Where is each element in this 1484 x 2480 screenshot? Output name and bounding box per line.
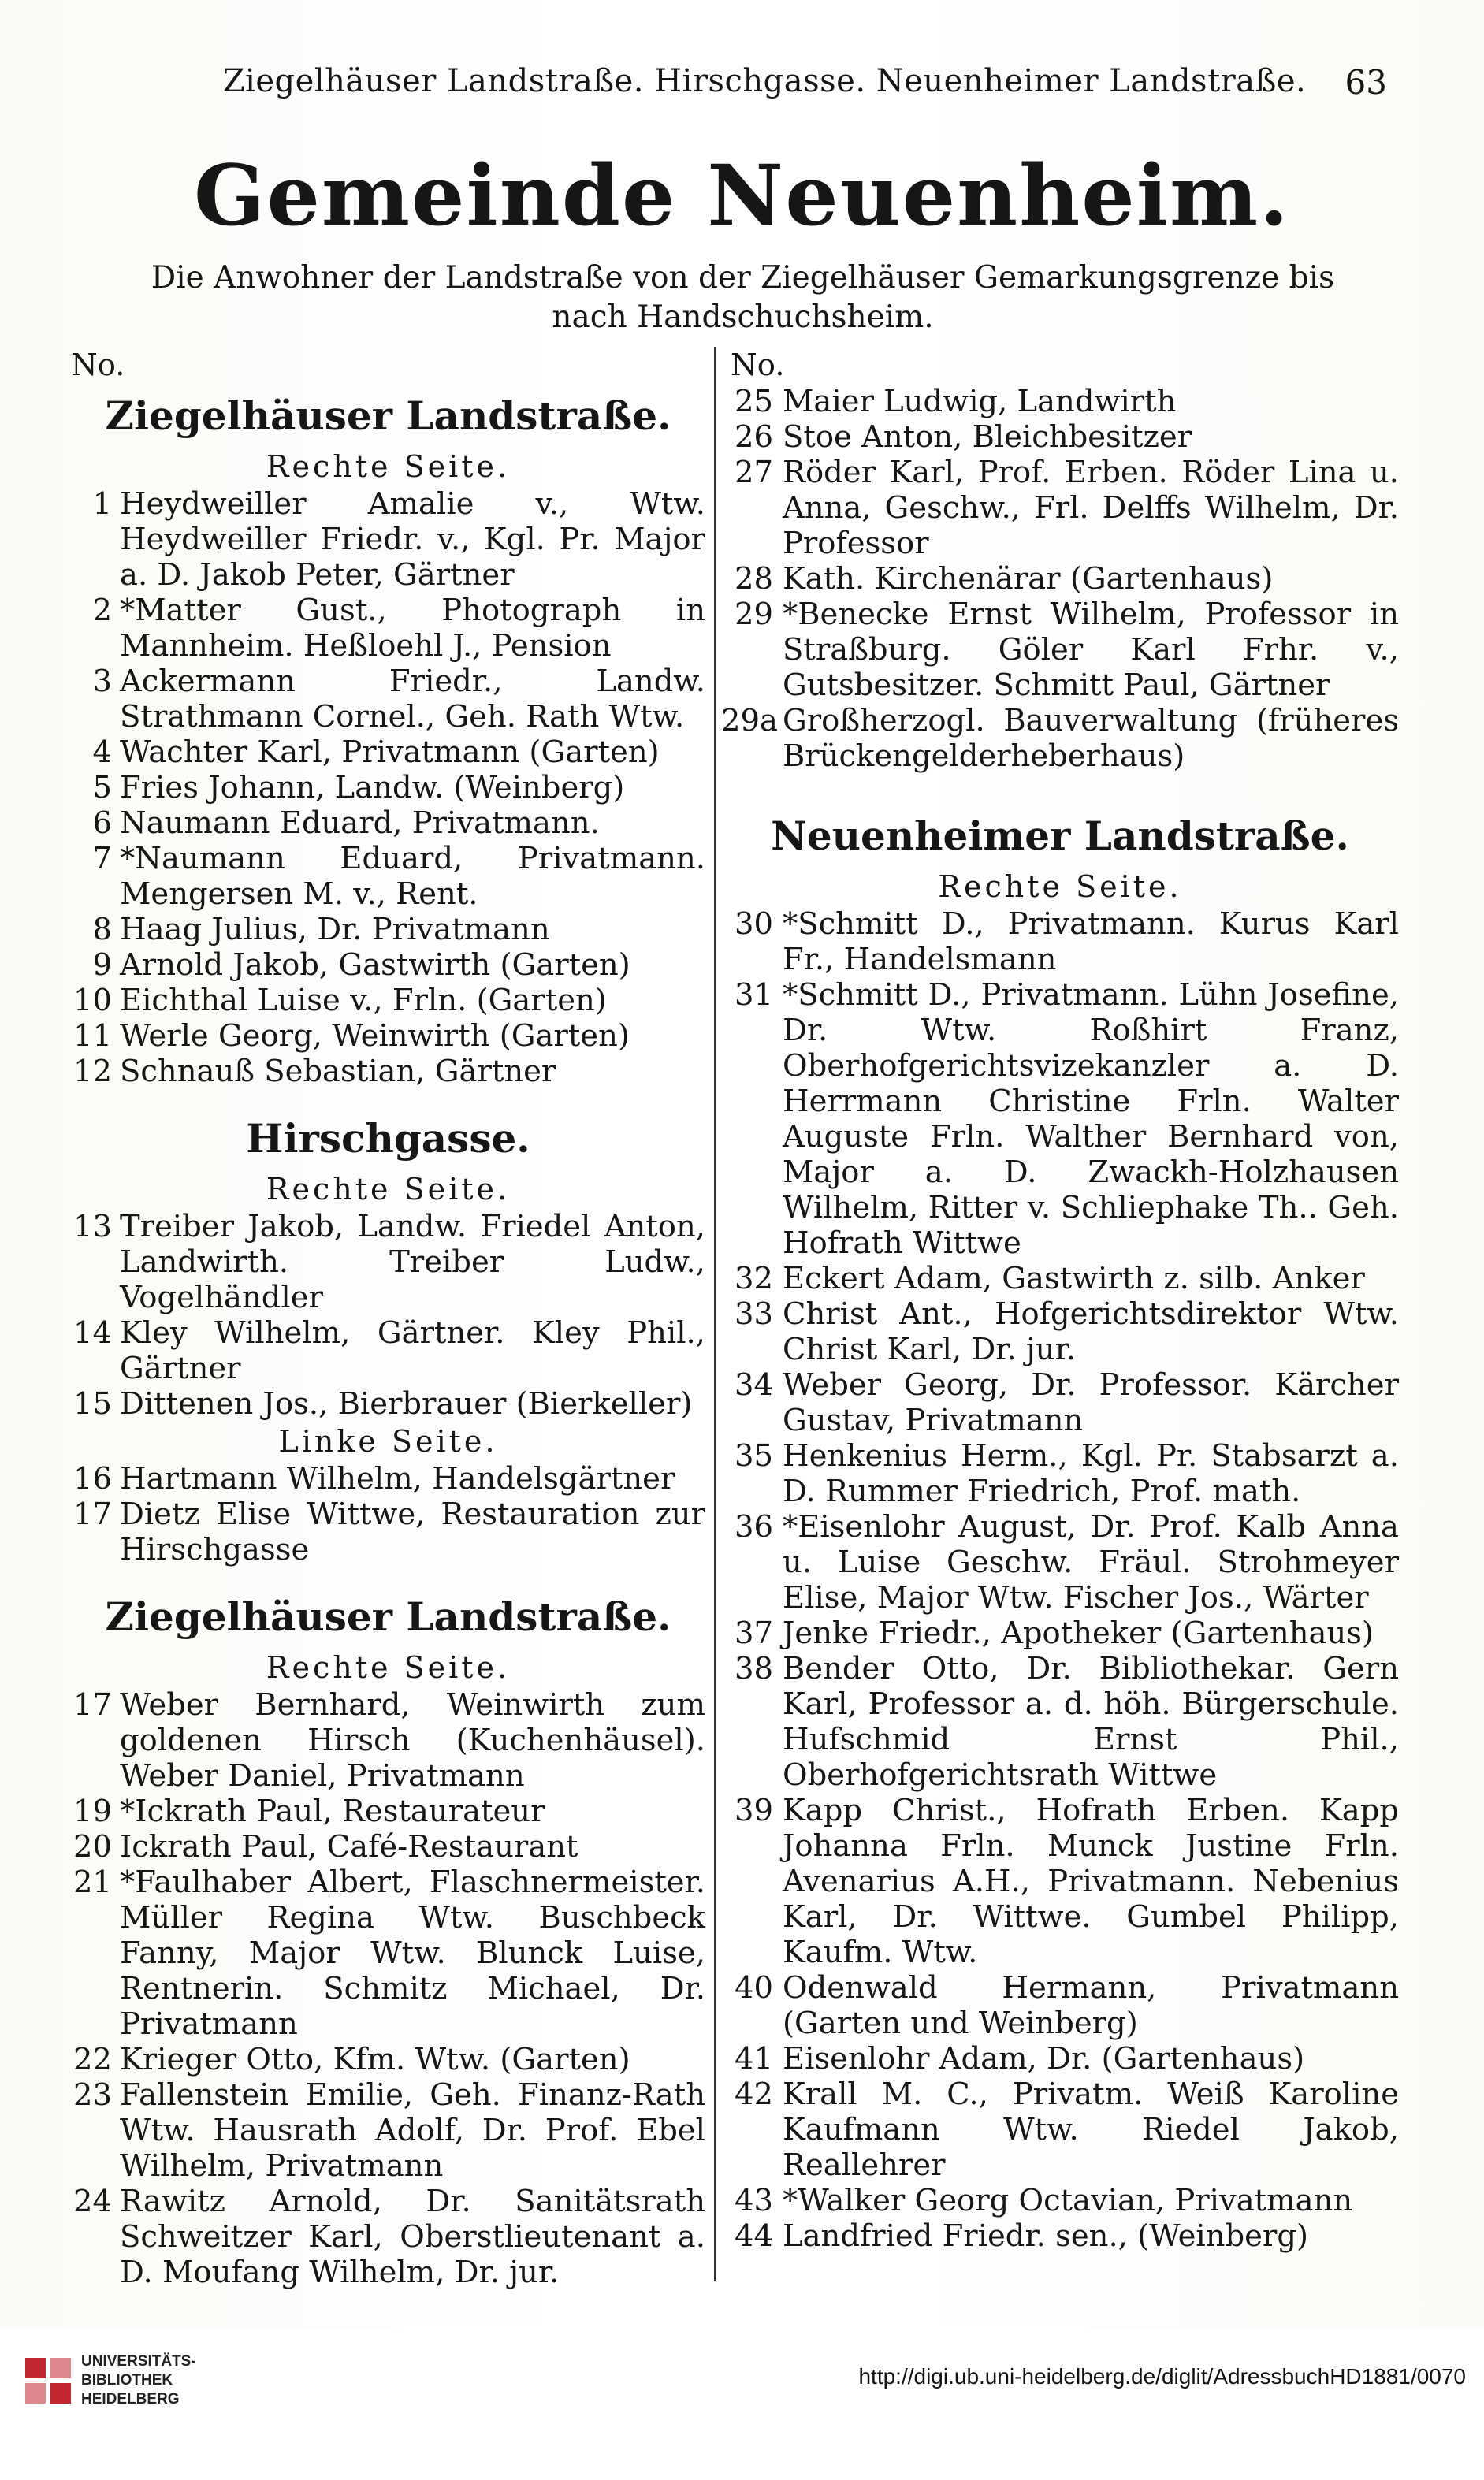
house-number: 37	[735, 1616, 773, 1651]
address-entry	[71, 1386, 705, 1422]
address-entry	[71, 1209, 705, 1315]
logo-line: HEIDELBERG	[81, 2391, 180, 2407]
entry-text: Dittenen Jos., Bierbrauer (Bierkeller)	[120, 1386, 693, 1422]
address-entry	[71, 664, 705, 734]
house-number: 7	[92, 841, 112, 876]
entry-text: Bender Otto, Dr. Bibliothekar. Gern Karl, Professor a. d. höh. Bürgerschule. Hufschmid Ernst Phil., Oberhofgerichtsrath Wittwe	[783, 1651, 1399, 1793]
address-entry	[71, 1018, 705, 1054]
entry-text: Fries Johann, Landw. (Weinberg)	[120, 770, 625, 805]
entry-text: Haag Julius, Dr. Privatmann	[120, 912, 550, 947]
house-number: 32	[735, 1261, 773, 1296]
side-heading: Rechte Seite.	[266, 1650, 511, 1685]
library-logo-text	[81, 2352, 255, 2409]
house-number: 4	[92, 734, 112, 770]
house-number: 44	[735, 2218, 773, 2254]
house-number: 16	[73, 1461, 112, 1497]
entry-list	[71, 1209, 705, 1422]
house-number: 36	[735, 1509, 773, 1545]
address-entry	[71, 486, 705, 593]
address-entry	[721, 977, 1399, 1261]
address-entry	[71, 1687, 705, 1794]
entry-text: Rawitz Arnold, Dr. Sanitätsrath Schweitzer Karl, Oberstlieutenant a. D. Moufang Wilhelm, Dr. jur.	[120, 2184, 705, 2290]
address-entry	[721, 1970, 1399, 2041]
entry-text: *Ickrath Paul, Restaurateur	[120, 1794, 545, 1829]
address-entry	[71, 805, 705, 841]
house-number: 23	[73, 2077, 112, 2113]
house-number: 33	[735, 1296, 773, 1332]
entry-text: Kath. Kirchenärar (Gartenhaus)	[783, 561, 1274, 597]
entry-text: Kapp Christ., Hofrath Erben. Kapp Johanna Frln. Munck Justine Frln. Avenarius A.H., Privatmann. Nebenius Karl, Dr. Wittwe. Gumbel Philipp, Kaufm. Wtw.	[783, 1793, 1399, 1970]
address-entry	[721, 2041, 1399, 2077]
entry-text: Eckert Adam, Gastwirth z. silb. Anker	[783, 1261, 1365, 1296]
logo-line: UNIVERSITÄTS-	[81, 2353, 196, 2370]
entry-text: Fallenstein Emilie, Geh. Finanz-Rath Wtw. Hausrath Adolf, Dr. Prof. Ebel Wilhelm, Privatmann	[120, 2077, 705, 2184]
address-entry	[71, 1829, 705, 1865]
address-entry	[721, 1616, 1399, 1651]
house-number: 8	[92, 912, 112, 947]
entry-text: Christ Ant., Hofgerichtsdirektor Wtw. Christ Karl, Dr. jur.	[783, 1296, 1399, 1367]
house-number: 15	[73, 1386, 112, 1422]
address-entry	[721, 1367, 1399, 1438]
entry-text: Eichthal Luise v., Frln. (Garten)	[120, 983, 607, 1018]
house-number: 6	[92, 805, 112, 841]
entry-list	[71, 1461, 705, 1567]
entry-text: *Matter Gust., Photograph in Mannheim. Heßloehl J., Pension	[120, 593, 705, 664]
house-number: 35	[735, 1438, 773, 1474]
address-entry	[71, 1497, 705, 1567]
house-number: 22	[73, 2042, 112, 2077]
entry-list	[721, 384, 1399, 774]
address-entry	[721, 455, 1399, 561]
house-number: 12	[73, 1054, 112, 1089]
entry-text: Stoe Anton, Bleichbesitzer	[783, 419, 1192, 455]
entry-list	[71, 1687, 705, 2290]
logo-line: BIBLIOTHEK	[81, 2372, 173, 2389]
entry-text: Krieger Otto, Kfm. Wtw. (Garten)	[120, 2042, 630, 2077]
entry-list	[721, 906, 1399, 2254]
address-entry	[721, 2183, 1399, 2218]
street-heading: Neuenheimer Landstraße.	[771, 812, 1349, 859]
house-number: 10	[73, 983, 112, 1018]
entry-list	[71, 486, 705, 1089]
page-number: 63	[1345, 63, 1387, 102]
entry-text: Jenke Friedr., Apotheker (Gartenhaus)	[783, 1616, 1374, 1651]
entry-text: Dietz Elise Wittwe, Restauration zur Hirschgasse	[120, 1497, 705, 1567]
house-number: 19	[73, 1794, 112, 1829]
house-number: 17	[73, 1497, 112, 1532]
entry-text: Treiber Jakob, Landw. Friedel Anton, Landwirth. Treiber Ludw., Vogelhändler	[120, 1209, 705, 1315]
address-entry	[71, 770, 705, 805]
entry-text: Ackermann Friedr., Landw. Strathmann Cornel., Geh. Rath Wtw.	[120, 664, 705, 734]
house-number: 2	[92, 593, 112, 628]
address-entry	[721, 2218, 1399, 2254]
address-entry	[71, 1054, 705, 1089]
entry-text: *Schmitt D., Privatmann. Lühn Josefine, Dr. Wtw. Roßhirt Franz, Oberhofgerichtsvizekanzler a. D. Herrmann Christine Frln. Walter Auguste Frln. Walther Bernhard von, Major a. D. Zwackh-Holzhausen Wilhelm, Ritter v. Schliephake Th.. Geh. Hofrath Wittwe	[783, 977, 1399, 1261]
address-entry	[721, 1651, 1399, 1793]
page-title: Gemeinde Neuenheim.	[193, 146, 1291, 244]
address-entry	[71, 841, 705, 912]
address-entry	[721, 1261, 1399, 1296]
address-entry	[71, 1461, 705, 1497]
house-number: 28	[735, 561, 773, 597]
address-entry	[71, 593, 705, 664]
entry-text: Krall M. C., Privatm. Weiß Karoline Kaufmann Wtw. Riedel Jakob, Reallehrer	[783, 2077, 1399, 2183]
house-number: 3	[92, 664, 112, 699]
address-entry	[721, 2077, 1399, 2183]
entry-text: Naumann Eduard, Privatmann.	[120, 805, 600, 841]
address-entry	[721, 419, 1399, 455]
address-entry	[721, 1793, 1399, 1970]
house-number: 11	[73, 1018, 112, 1054]
address-entry	[721, 1296, 1399, 1367]
house-number: 27	[735, 455, 773, 490]
address-entry	[71, 734, 705, 770]
address-entry	[721, 1438, 1399, 1509]
side-heading: Rechte Seite.	[266, 449, 511, 484]
address-entry	[71, 947, 705, 983]
house-number: 20	[73, 1829, 112, 1865]
address-entry	[71, 912, 705, 947]
house-number: 25	[735, 384, 773, 419]
address-entry	[71, 2077, 705, 2184]
entry-text: *Schmitt D., Privatmann. Kurus Karl Fr., Handelsmann	[783, 906, 1399, 977]
entry-text: Weber Bernhard, Weinwirth zum goldenen Hirsch (Kuchenhäusel). Weber Daniel, Privatmann	[120, 1687, 705, 1794]
source-url[interactable]: http://digi.ub.uni-heidelberg.de/diglit/AdressbuchHD1881/0070	[858, 2364, 1466, 2389]
house-number: 17	[73, 1687, 112, 1723]
house-number: 39	[735, 1793, 773, 1828]
address-entry	[721, 597, 1399, 703]
entry-text: *Benecke Ernst Wilhelm, Professor in Straßburg. Göler Karl Frhr. v., Gutsbesitzer. Schmitt Paul, Gärtner	[783, 597, 1399, 703]
house-number: 42	[735, 2077, 773, 2112]
house-number: 40	[735, 1970, 773, 2006]
street-heading: Ziegelhäuser Landstraße.	[105, 392, 671, 439]
house-number: 43	[735, 2183, 773, 2218]
entry-text: Schnauß Sebastian, Gärtner	[120, 1054, 556, 1089]
no-label: No.	[71, 348, 125, 383]
address-entry	[721, 561, 1399, 597]
house-number: 5	[92, 770, 112, 805]
entry-text: Arnold Jakob, Gastwirth (Garten)	[120, 947, 630, 983]
entry-text: *Eisenlohr August, Dr. Prof. Kalb Anna u. Luise Geschw. Fräul. Strohmeyer Elise, Major Wtw. Fischer Jos., Wärter	[783, 1509, 1399, 1616]
house-number: 1	[92, 486, 112, 522]
running-head: Ziegelhäuser Landstraße. Hirschgasse. Neuenheimer Landstraße.	[222, 63, 1307, 99]
no-label: No.	[731, 348, 785, 383]
entry-text: *Faulhaber Albert, Flaschnermeister. Müller Regina Wtw. Buschbeck Fanny, Major Wtw. Blunck Luise, Rentnerin. Schmitz Michael, Dr. Privatmann	[120, 1865, 705, 2042]
address-entry	[71, 1865, 705, 2042]
side-heading: Rechte Seite.	[938, 869, 1182, 904]
address-entry	[721, 384, 1399, 419]
side-heading: Rechte Seite.	[266, 1172, 511, 1207]
entry-text: Henkenius Herm., Kgl. Pr. Stabsarzt a. D. Rummer Friedrich, Prof. math.	[783, 1438, 1399, 1509]
entry-text: Odenwald Hermann, Privatmann (Garten und Weinberg)	[783, 1970, 1399, 2041]
house-number: 31	[735, 977, 773, 1013]
house-number: 38	[735, 1651, 773, 1686]
house-number: 14	[73, 1315, 112, 1351]
intro-text: Die Anwohner der Landstraße von der Ziegelhäuser Gemarkungsgrenze bis nach Handschuchsheim.	[151, 260, 1335, 335]
street-heading: Ziegelhäuser Landstraße.	[105, 1593, 671, 1640]
house-number: 41	[735, 2041, 773, 2077]
house-number: 13	[73, 1209, 112, 1244]
house-number: 26	[735, 419, 773, 455]
address-entry	[71, 1315, 705, 1386]
entry-text: Röder Karl, Prof. Erben. Röder Lina u. Anna, Geschw., Frl. Delffs Wilhelm, Dr. Professor	[783, 455, 1399, 561]
entry-text: Kley Wilhelm, Gärtner. Kley Phil., Gärtner	[120, 1315, 705, 1386]
house-number: 29a	[721, 703, 778, 738]
address-entry	[721, 703, 1399, 774]
entry-text: Hartmann Wilhelm, Handelsgärtner	[120, 1461, 675, 1497]
entry-text: Werle Georg, Weinwirth (Garten)	[120, 1018, 630, 1054]
entry-text: Wachter Karl, Privatmann (Garten)	[120, 734, 660, 770]
entry-text: Großherzogl. Bauverwaltung (früheres Brückengelderheberhaus)	[783, 703, 1399, 774]
entry-text: Maier Ludwig, Landwirth	[783, 384, 1177, 419]
house-number: 9	[92, 947, 112, 983]
house-number: 30	[735, 906, 773, 942]
street-heading: Hirschgasse.	[246, 1115, 530, 1162]
address-entry	[721, 1509, 1399, 1616]
side-heading: Linke Seite.	[278, 1424, 498, 1459]
entry-text: Ickrath Paul, Café-Restaurant	[120, 1829, 578, 1865]
entry-text: *Naumann Eduard, Privatmann. Mengersen M. v., Rent.	[120, 841, 705, 912]
entry-text: Eisenlohr Adam, Dr. (Gartenhaus)	[783, 2041, 1305, 2077]
house-number: 21	[73, 1865, 112, 1900]
address-entry	[71, 2184, 705, 2290]
entry-text: Heydweiller Amalie v., Wtw. Heydweiller Friedr. v., Kgl. Pr. Major a. D. Jakob Peter, Gärtner	[120, 486, 705, 593]
address-entry	[71, 983, 705, 1018]
house-number: 34	[735, 1367, 773, 1403]
house-number: 24	[73, 2184, 112, 2219]
right-column	[721, 347, 1399, 2254]
library-logo-icon	[24, 2356, 73, 2405]
entry-text: Weber Georg, Dr. Professor. Kärcher Gustav, Privatmann	[783, 1367, 1399, 1438]
entry-text: Landfried Friedr. sen., (Weinberg)	[783, 2218, 1309, 2254]
entry-text: *Walker Georg Octavian, Privatmann	[783, 2183, 1353, 2218]
house-number: 29	[735, 597, 773, 632]
address-entry	[71, 2042, 705, 2077]
column-divider	[714, 347, 716, 2281]
address-entry	[71, 1794, 705, 1829]
left-column	[71, 347, 705, 2290]
address-entry	[721, 906, 1399, 977]
